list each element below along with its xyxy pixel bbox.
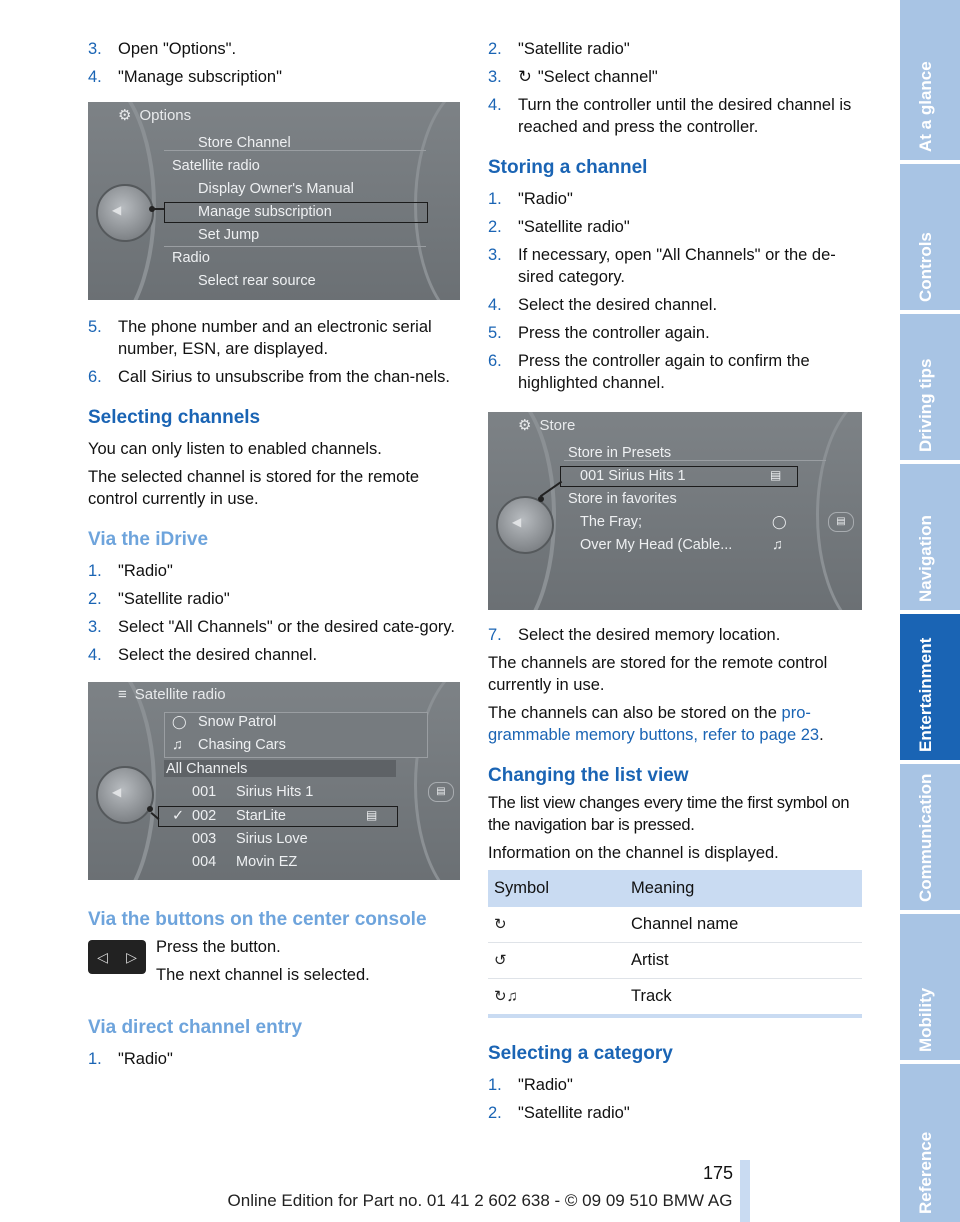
paragraph: Press the button. xyxy=(156,938,281,956)
footer: Online Edition for Part no. 01 41 2 602 638 - © 09 09 510 BMW AG xyxy=(227,1191,733,1210)
step: 4. Select the desired channel. xyxy=(488,296,718,314)
section-heading: Selecting channels xyxy=(88,407,261,428)
track-item: Over My Head (Cable... xyxy=(580,537,733,553)
menu-item: Display Owner's Manual xyxy=(198,181,354,197)
previous-icon: ◁ xyxy=(97,948,108,965)
artist-item: The Fray; xyxy=(580,514,643,530)
tab-mobility[interactable]: Mobility xyxy=(900,914,960,1060)
step: 2. "Satellite radio" xyxy=(488,40,630,58)
table-row xyxy=(488,943,862,979)
settings-icon: ⚙ xyxy=(118,107,132,124)
step: 1. "Radio" xyxy=(488,190,573,208)
section-heading: Changing the list view xyxy=(488,765,689,786)
step: 4. "Manage subscription" xyxy=(88,68,282,86)
menu-item: Store Channel xyxy=(198,135,291,151)
channel-number: 004 xyxy=(192,854,217,870)
subsection-heading: Via direct channel entry xyxy=(88,1017,303,1038)
step: 3. ↻ "Select channel" xyxy=(488,68,658,86)
page-reference-link[interactable]: pro-grammable memory buttons, refer to page 23 xyxy=(488,704,820,744)
tab-at-a-glance[interactable]: At a glance xyxy=(900,0,960,160)
track-icon: ♫ xyxy=(772,537,783,553)
right-column xyxy=(488,38,862,1130)
step: 1. "Radio" xyxy=(88,1050,173,1068)
tab-entertainment[interactable]: Entertainment xyxy=(900,614,960,760)
page-number: 175 xyxy=(703,1163,734,1183)
left-column xyxy=(88,38,460,1076)
tab-reference[interactable]: Reference xyxy=(900,1064,960,1222)
radio-icon: ≡ xyxy=(118,686,127,703)
subsection-heading: Via the buttons on the center console xyxy=(88,909,427,930)
section-heading: Storing a channel xyxy=(488,157,648,178)
symbol-table xyxy=(488,870,862,1018)
channel-name-icon: ↻ xyxy=(494,916,507,933)
table-row xyxy=(488,907,862,943)
store-icon: ▤ xyxy=(366,808,378,822)
step: 6. Call Sirius to unsubscribe from the chan-nels. xyxy=(88,368,450,386)
menu-item: Store in favorites xyxy=(568,491,677,507)
step: 2. "Satellite radio" xyxy=(488,1104,630,1122)
channel-name: Movin EZ xyxy=(236,854,298,870)
step: 3. Open "Options". xyxy=(88,40,237,58)
step: 3. If necessary, open "All Channels" or the de-sired category. xyxy=(488,246,836,286)
paragraph: You can only listen to enabled channels. xyxy=(88,440,382,458)
menu-item: Satellite radio xyxy=(172,158,260,174)
table-header: Meaning xyxy=(625,870,862,907)
artist-icon: ◯ xyxy=(772,514,787,529)
category-label: All Channels xyxy=(166,761,248,777)
step: 2. "Satellite radio" xyxy=(88,590,230,608)
channel-name: Sirius Hits 1 xyxy=(236,784,314,800)
next-icon: ▷ xyxy=(126,948,137,965)
step: 3. Select "All Channels" or the desired cate-gory. xyxy=(88,618,455,636)
screen-header: Satellite radio xyxy=(134,686,226,703)
store-screen xyxy=(488,412,862,610)
store-icon: ▤ xyxy=(770,468,782,482)
menu-item: Store in Presets xyxy=(568,445,672,461)
tab-driving-tips[interactable]: Driving tips xyxy=(900,314,960,460)
step: 1. "Radio" xyxy=(488,1076,573,1094)
options-screen xyxy=(88,102,460,300)
screen-header: Store xyxy=(539,417,576,434)
channel-number: 002 xyxy=(192,808,217,824)
step: 1. "Radio" xyxy=(88,562,173,580)
channel-name: StarLite xyxy=(236,808,286,824)
track-icon: ↻♫ xyxy=(494,988,518,1005)
table-row xyxy=(488,979,862,1017)
tab-navigation[interactable]: Navigation xyxy=(900,464,960,610)
subsection-heading: Via the iDrive xyxy=(88,529,209,550)
paragraph: The channels can also be stored on the pro-grammable memory buttons, refer to page 23. xyxy=(488,704,824,744)
step: 6. Press the controller again to confirm the highlighted channel. xyxy=(488,352,810,392)
options-button-icon: ▤ xyxy=(828,512,854,532)
artist-icon: ↺ xyxy=(494,952,507,969)
paragraph: The channels are stored for the remote control currently in use. xyxy=(488,654,828,694)
paragraph: The selected channel is stored for the remote control currently in use. xyxy=(88,468,420,508)
checkmark-icon: ✓ xyxy=(172,808,185,824)
screen-header: Options xyxy=(139,107,192,124)
paragraph: The list view changes every time the first symbol on the navigation bar is pressed. xyxy=(488,794,850,834)
step: 5. The phone number and an electronic serial number, ESN, are displayed. xyxy=(88,318,432,358)
paragraph: Information on the channel is displayed. xyxy=(488,844,779,862)
table-cell: Track xyxy=(625,979,862,1017)
settings-icon: ⚙ xyxy=(518,417,532,434)
step: 7. Select the desired memory location. xyxy=(488,626,781,644)
controller-icon xyxy=(496,496,554,554)
artist-icon: ◯ xyxy=(172,714,187,729)
table-cell: Artist xyxy=(625,943,862,979)
track-icon: ♫ xyxy=(172,737,183,753)
menu-item: Radio xyxy=(172,250,210,266)
satellite-radio-screen xyxy=(88,682,460,880)
step: 5. Press the controller again. xyxy=(488,324,710,342)
table-cell: Channel name xyxy=(625,907,862,943)
menu-item: Set Jump xyxy=(198,227,260,243)
table-header-row xyxy=(488,870,862,907)
tab-communication[interactable]: Communication xyxy=(900,764,960,910)
controller-icon xyxy=(96,766,154,824)
preset-item: 001 Sirius Hits 1 xyxy=(580,468,686,484)
channel-list-icon: ↻ xyxy=(518,68,532,86)
menu-item-selected: Manage subscription xyxy=(198,204,332,220)
artist-label: Snow Patrol xyxy=(198,714,277,730)
tab-controls[interactable]: Controls xyxy=(900,164,960,310)
step: 4. Turn the controller until the desired channel is reached and press the controller. xyxy=(488,96,852,136)
track-label: Chasing Cars xyxy=(198,737,286,753)
skip-buttons-icon xyxy=(88,940,146,974)
options-button-icon: ▤ xyxy=(428,782,454,802)
channel-number: 001 xyxy=(192,784,217,800)
chapter-tabs xyxy=(900,0,960,1222)
step: 4. Select the desired channel. xyxy=(88,646,318,664)
table-header: Symbol xyxy=(488,870,625,907)
paragraph: The next channel is selected. xyxy=(156,966,370,984)
menu-item: Select rear source xyxy=(198,273,316,289)
controller-icon xyxy=(96,184,154,242)
section-heading: Selecting a category xyxy=(488,1043,673,1064)
step: 2. "Satellite radio" xyxy=(488,218,630,236)
channel-name: Sirius Love xyxy=(236,831,308,847)
channel-number: 003 xyxy=(192,831,217,847)
